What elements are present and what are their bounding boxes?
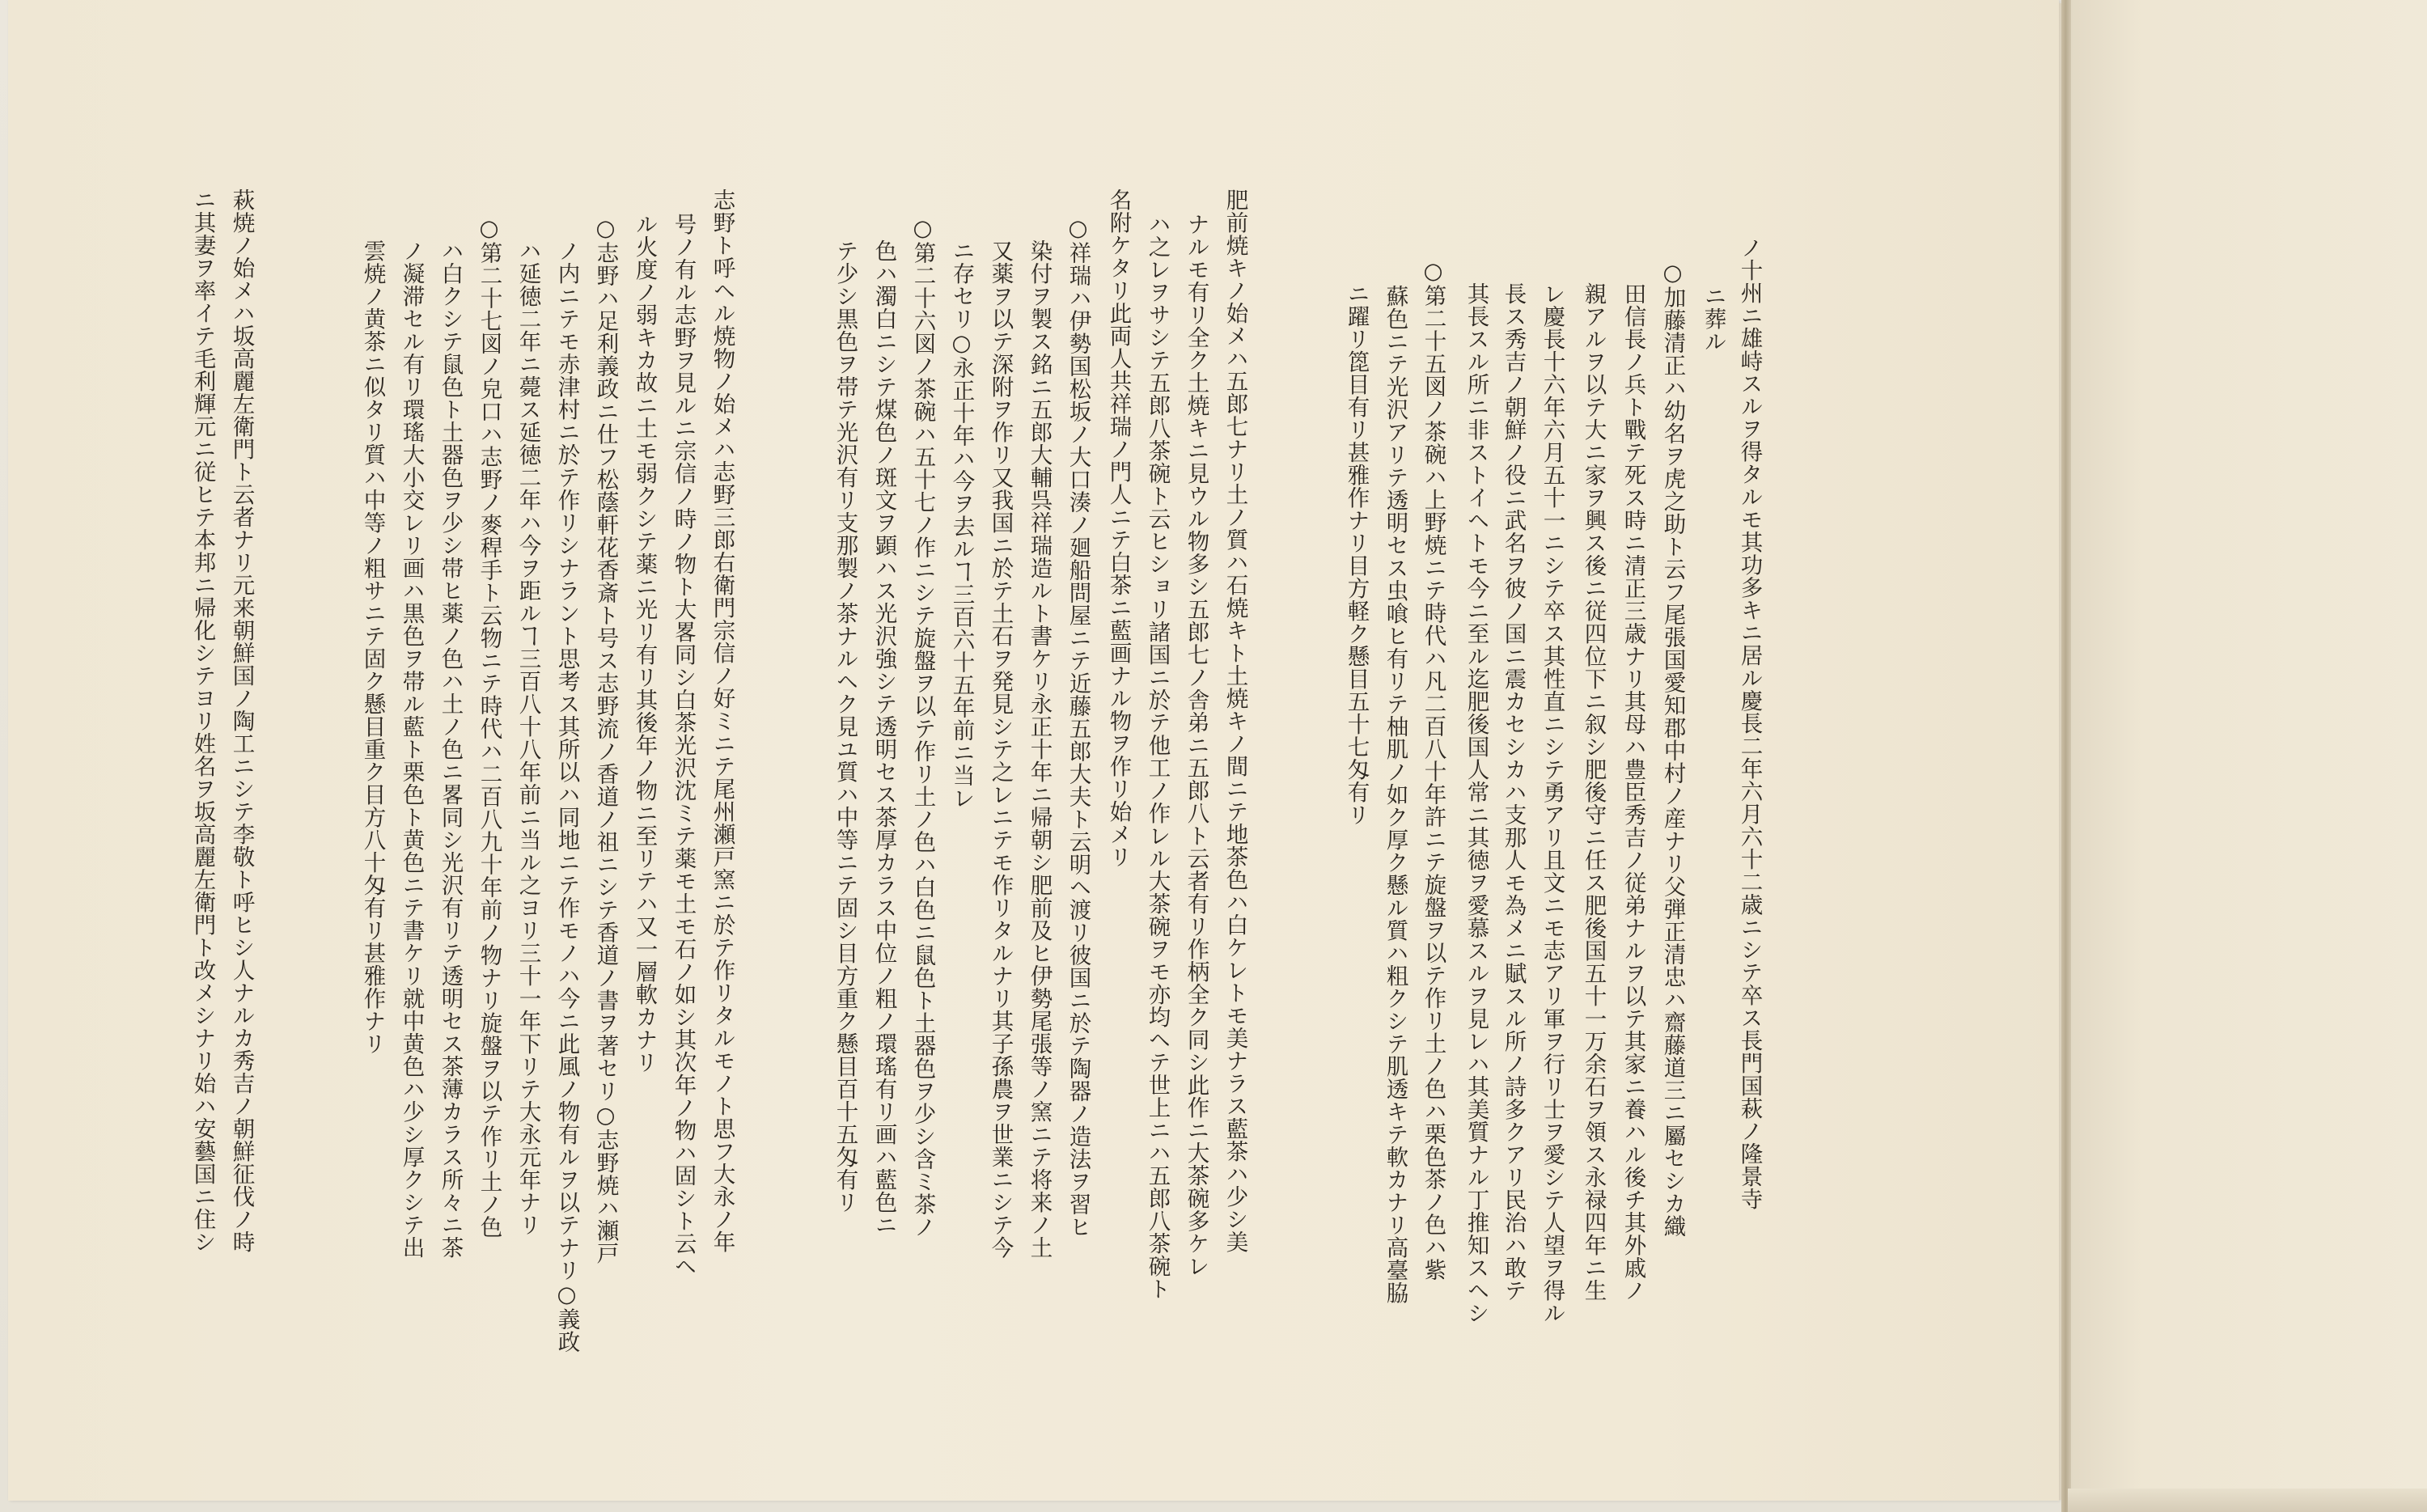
text-column: ○第二十六図ノ茶碗ハ五十七ノ作ニシテ旋盤ヲ以テ作リ土ノ色ハ白色ニ鼠色ト土器色ヲ少シ含ミ茶ノ <box>909 215 936 1239</box>
text-column: ○第二十七図ノ皃口ハ志野ノ麥稈手ト云物ニテ時代ハ二百八九十年前ノ物ナリ旋盤ヲ以テ作リ土ノ色 <box>476 215 502 1239</box>
text-column: ノ内ニテモ赤津村ニ於テ作リシナラント思考ス其所以ハ同地ニテ作モノハ今ニ此風ノ物有ルヲ以テナリ○義政 <box>553 239 580 1353</box>
text-column: 肥前焼キノ始メハ五郎七ナリ土ノ質ハ石焼キト土焼キノ間ニテ地茶色ハ白ケレトモ美ナラス藍茶ハ少シ美 <box>1222 188 1248 1253</box>
text-column: ナルモ有リ全ク土焼キニ見ウル物多シ五郎七ノ舎弟ニ五郎八ト云者有リ作柄全ク同シ此作ニ大茶碗多ケレ <box>1183 213 1209 1277</box>
text-column: 蘇色ニテ光沢アリテ透明セス虫喰ヒ有リテ柚肌ノ如ク厚ク懸ル質ハ粗クシテ肌透キテ軟カナリ高臺脇 <box>1382 285 1408 1304</box>
text-column: ○志野ハ足利義政ニ仕フ松蔭軒花香斎ト号ス志野流ノ香道ノ祖ニシテ香道ノ書ヲ著セリ○志野焼ハ瀬戸 <box>592 215 619 1264</box>
text-column: 染付ヲ製ス銘ニ五郎大輔呉祥瑞造ルト書ケリ永正十年ニ帰朝シ肥前及ヒ伊勢尾張等ノ窯ニテ将来ノ土 <box>1026 239 1053 1259</box>
text-column: 色ハ濁白ニシテ煤色ノ斑文ヲ顕ハス光沢強シテ透明セス茶厚カラス中位ノ粗ノ環瑤有リ画ハ藍色ニ <box>870 239 897 1236</box>
text-column: 親アルヲ以テ大ニ家ヲ興ス後ニ従四位下ニ叙シ肥後守ニ任ス肥後国五十一万余石ヲ領ス永禄四年ニ生 <box>1580 282 1607 1302</box>
text-column: テ少シ黒色ヲ帯テ光沢有リ支那製ノ茶ナルヘク見ユ質ハ中等ニテ固シ目方重ク懸目百十五匁有リ <box>832 239 858 1213</box>
text-column: ノ十州ニ雄峙スルヲ得タルモ其功多キニ居ル慶長二年六月六十二歳ニシテ卒ス長門国萩ノ隆景寺 <box>1736 236 1763 1210</box>
text-column: レ慶長十六年六月五十一ニシテ卒ス其性直ニシテ勇アリ且文ニモ志アリ軍ヲ行リ士ヲ愛シテ人望ヲ得ル <box>1539 282 1565 1324</box>
text-column: ハ延徳二年ニ薨ス延徳二年ハ今ヲ距ルヿ三百八十八年前ニ当ル之ヨリ三十一年下リテ大永元年ナリ <box>515 239 541 1236</box>
text-column: 号ノ有ル志野ヲ見ルニ宗信ノ時ノ物ト大畧同シ白茶光沢沈ミテ薬モ土モ石ノ如シ其次年ノ物ハ固シト云ヘ <box>670 213 697 1277</box>
text-column: 志野ト呼ヘル焼物ノ始メハ志野三郎右衛門宗信ノ好ミニテ尾州瀬戸窯ニ於テ作リタルモノト思フ大永ノ年 <box>709 188 735 1253</box>
text-column: 又薬ヲ以テ深附ヲ作リ又我国ニ於テ土石ヲ発見シテ之レニテモ作リタルナリ其子孫農ヲ世業ニシテ今 <box>987 239 1014 1259</box>
text-column: ○第二十五図ノ茶碗ハ上野焼ニテ時代ハ凡二百八十年許ニテ旋盤ヲ以テ作リ土ノ色ハ栗色茶ノ色ハ紫 <box>1420 258 1446 1281</box>
text-column: 雲焼ノ黄茶ニ似タリ質ハ中等ノ粗サニテ固ク懸目重ク目方八十匁有リ甚雅作ナリ <box>359 239 386 1055</box>
right-page-blank <box>2071 0 2427 1512</box>
text-column: ル火度ノ弱キカ故ニ土モ弱クシテ薬ニ光リ有リ其後年ノ物ニ至リテハ又一層軟カナリ <box>631 213 658 1074</box>
book-gutter <box>2061 0 2071 1512</box>
text-column: 名附ケタリ此両人共祥瑞ノ門人ニテ白茶ニ藍画ナル物ヲ作リ始メリ <box>1105 188 1132 868</box>
text-column: ニ躍リ箆目有リ甚雅作ナリ目方軽ク懸目五十七匁有リ <box>1343 282 1370 826</box>
text-column: ○祥瑞ハ伊勢国松坂ノ大口湊ノ廻船問屋ニテ近藤五郎大夫ト云明ヘ渡リ彼国ニ於テ陶器ノ造法ヲ習ヒ <box>1065 215 1091 1239</box>
text-column: ハ之レヲサシテ五郎八茶碗ト云ヒショリ諸国ニ於テ他工ノ作レル大茶碗ヲモ亦均ヘテ世上ニハ五郎八茶碗ト <box>1144 213 1171 1300</box>
text-column: ノ凝滞セル有リ環瑤大小交レリ画ハ黒色ヲ帯ル藍ト栗色ト黄色ニテ書ケリ就中黄色ハ少シ厚クシテ出 <box>398 239 425 1259</box>
text-column: 其長スル所ニ非ストイヘトモ今ニ至ル迄肥後国人常ニ其徳ヲ愛慕スルヲ見レハ其美質ナル丁推知スヘシ <box>1463 282 1489 1324</box>
text-column: ○加藤清正ハ幼名ヲ虎之助ト云フ尾張国愛知郡中村ノ産ナリ父弾正清忠ハ齋藤道三ニ屬セシカ織 <box>1659 260 1686 1238</box>
page-stack <box>2068 1489 2427 1512</box>
text-column: ニ葬ル <box>1700 285 1726 353</box>
text-column: 萩焼ノ始メハ坂高麗左衛門ト云者ナリ元来朝鮮国ノ陶工ニシテ李敬ト呼ヒシ人ナルカ秀吉ノ朝鮮征伐ノ時 <box>228 188 255 1253</box>
text-column: ニ存セリ○永正十年ハ今ヲ去ルヿ三百六十五年前ニ当レ <box>948 239 975 810</box>
text-column: ハ白クシテ鼠色ト土器色ヲ少シ帯ヒ薬ノ色ハ土ノ色ニ畧同シ光沢有リテ透明セス茶薄カラス所々ニ茶 <box>437 239 464 1259</box>
text-column: 田信長ノ兵ト戰テ死ス時ニ清正三歳ナリ其母ハ豊臣秀吉ノ従弟ナルヲ以テ其家ニ養ハル後チ其外戚ノ <box>1620 282 1646 1302</box>
text-column: 長ス秀吉ノ朝鮮ノ役ニ武名ヲ彼ノ国ニ震カセシカハ支那人モ為メニ賦スル所ノ詩多クアリ民治ハ敢テ <box>1500 282 1527 1302</box>
text-column: ニ其妻ヲ率イテ毛利輝元ニ従ヒテ本邦ニ帰化シテヨリ姓名ヲ坂高麗左衛門ト改メシナリ始ハ安藝国ニ住シ <box>189 188 216 1253</box>
